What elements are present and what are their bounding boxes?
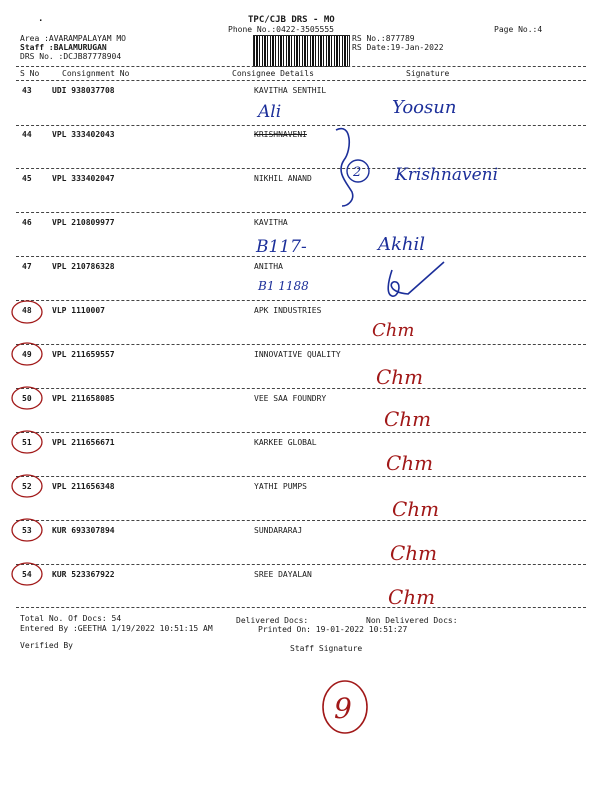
sno-circle-marks: [12, 301, 42, 585]
handwritten-signature: Chm: [388, 585, 436, 609]
row-consignee: KRISHNAVENI: [254, 130, 307, 139]
total-docs: Total No. Of Docs: 54: [20, 614, 122, 623]
handwritten-signature: Chm: [390, 541, 438, 565]
row-consignee: APK INDUSTRIES: [254, 306, 322, 315]
handwritten-note: B117-: [256, 237, 307, 257]
handwritten-signature: Chm: [372, 320, 415, 341]
handwritten-page-mark: 9: [334, 692, 352, 725]
handwritten-mark: 2: [353, 165, 362, 180]
row-sno: 51: [22, 438, 32, 447]
bracket-mark: [336, 129, 353, 206]
handwritten-signature: Krishnaveni: [395, 165, 499, 185]
row-consignee: SUNDARARAJ: [254, 526, 303, 535]
printed-on: Printed On: 19-01-2022 10:51:27: [258, 625, 408, 634]
circle-mark: [12, 387, 42, 409]
circle-mark: [12, 519, 42, 541]
staff-signature-label: Staff Signature: [290, 644, 363, 653]
row-sno: 52: [22, 482, 32, 491]
staff-label: Staff :BALAMURUGAN: [20, 43, 107, 52]
rs-date: RS Date:19-Jan-2022: [352, 43, 444, 52]
row-consignment: VPL 211658085: [52, 394, 115, 403]
row-consignment: VPL 333402043: [52, 130, 115, 139]
row-consignment: KUR 693307894: [52, 526, 115, 535]
handwritten-note: Ali: [258, 102, 282, 122]
non-delivered-docs: Non Delivered Docs:: [366, 616, 458, 625]
corner-dot: .: [38, 14, 44, 24]
report-title: TPC/CJB DRS - MO: [248, 15, 335, 25]
row-consignment: VPL 211656348: [52, 482, 115, 491]
row-consignee: KAVITHA SENTHIL: [254, 86, 327, 95]
col-signature: Signature: [406, 69, 450, 78]
handwritten-signature: Chm: [376, 365, 424, 389]
handwritten-signature: Chm: [386, 451, 434, 475]
row-consignment: UDI 938037708: [52, 86, 115, 95]
row-sno: 50: [22, 394, 32, 403]
row-consignee: YATHI PUMPS: [254, 482, 307, 491]
circle-mark: [12, 431, 42, 453]
col-sno: S No: [20, 69, 40, 78]
row-consignment: VPL 211656671: [52, 438, 115, 447]
row-consignee: KAVITHA: [254, 218, 288, 227]
row-consignment: VPL 210809977: [52, 218, 115, 227]
row-consignee: INNOVATIVE QUALITY: [254, 350, 341, 359]
row-sno: 48: [22, 306, 32, 315]
area-label: Area :AVARAMPALAYAM MO: [20, 34, 126, 43]
row-consignee: SREE DAYALAN: [254, 570, 312, 579]
handwritten-signature: Akhil: [378, 234, 426, 255]
verified-by: Verified By: [20, 641, 73, 650]
handwritten-signature: Chm: [384, 407, 432, 431]
row-consignment: VLP 1110007: [52, 306, 105, 315]
col-consignment: Consignment No: [62, 69, 130, 78]
row-consignee: KARKEE GLOBAL: [254, 438, 317, 447]
delivered-docs: Delivered Docs:: [236, 616, 309, 625]
circle-mark: [12, 301, 42, 323]
col-consignee: Consignee Details: [232, 69, 314, 78]
row-sno: 45: [22, 174, 32, 183]
circle-mark: [12, 563, 42, 585]
circle-mark: [12, 343, 42, 365]
row-sno: 43: [22, 86, 32, 95]
drs-number: DRS No. :DCJB87778904: [20, 52, 122, 61]
tick-signature-icon: [388, 262, 444, 296]
phone-number: Phone No.:0422-3505555: [228, 25, 334, 34]
handwritten-note: B1 1188: [258, 279, 309, 293]
row-consignee: NIKHIL ANAND: [254, 174, 312, 183]
row-consignment: VPL 210786328: [52, 262, 115, 271]
row-consignment: VPL 333402047: [52, 174, 115, 183]
entered-by: Entered By :GEETHA 1/19/2022 10:51:15 AM: [20, 624, 213, 633]
row-consignment: KUR 523367922: [52, 570, 115, 579]
row-sno: 53: [22, 526, 32, 535]
row-sno: 46: [22, 218, 32, 227]
row-consignee: ANITHA: [254, 262, 283, 271]
row-sno: 47: [22, 262, 32, 271]
row-consignment: VPL 211659557: [52, 350, 115, 359]
circle-mark: [12, 475, 42, 497]
handwritten-signature: Yoosun: [392, 97, 457, 118]
row-sno: 49: [22, 350, 32, 359]
handwritten-signature: Chm: [392, 497, 440, 521]
row-consignee: VEE SAA FOUNDRY: [254, 394, 327, 403]
page-number: Page No.:4: [494, 25, 543, 34]
rs-number: RS No.:877789: [352, 34, 415, 43]
row-sno: 54: [22, 570, 32, 579]
row-sno: 44: [22, 130, 32, 139]
